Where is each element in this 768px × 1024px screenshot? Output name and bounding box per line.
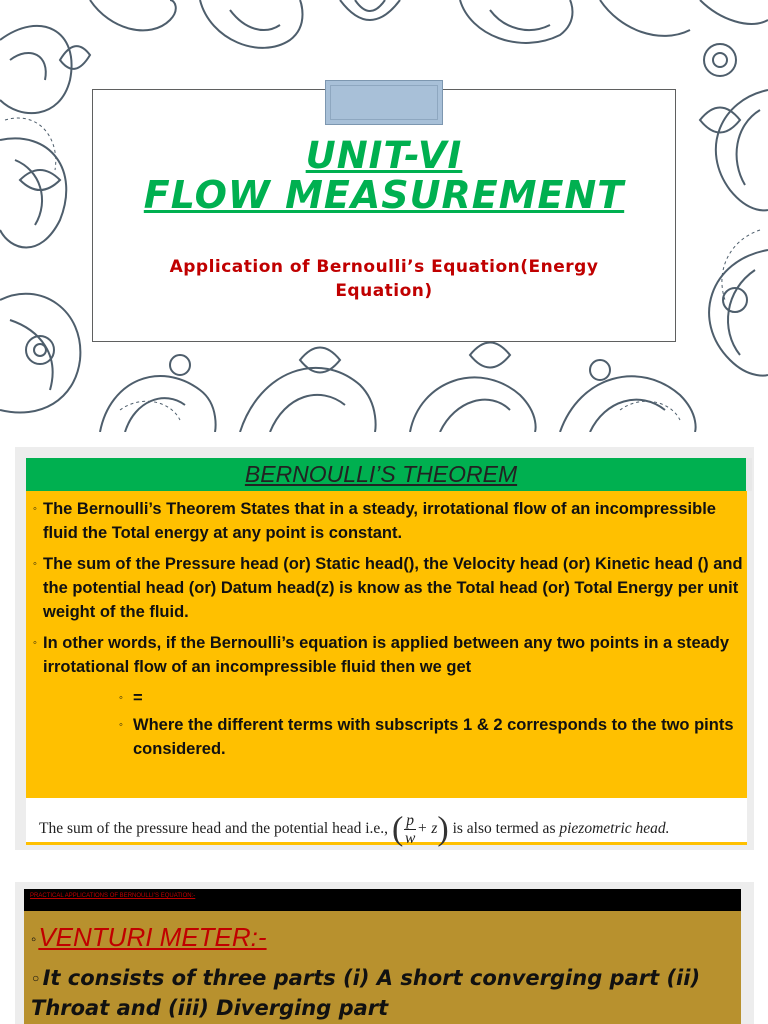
- bernoulli-theorem-slide: [15, 447, 754, 850]
- bullet-text: In other words, if the Bernoulli’s equation is applied between any two points in a steady irrotational flow of an incompressible fluid then we get: [43, 634, 730, 676]
- bullet-list: [33, 497, 743, 764]
- fraction: [404, 812, 416, 847]
- slide-title: BERNOULLI’S THEOREM: [244, 461, 518, 487]
- note-text-before: The sum of the pressure head and the potential head i.e.,: [39, 820, 389, 838]
- subtitle: Application of Bernoulli’s Equation(Energy Equation): [169, 257, 599, 301]
- venturi-heading-text: VENTURI METER:-: [38, 922, 267, 952]
- venturi-description: [31, 964, 731, 1023]
- topic-title: FLOW MEASUREMENT: [143, 173, 625, 217]
- slide-header-bar: [24, 889, 741, 911]
- note-emphasis: piezometric head.: [559, 820, 670, 838]
- title-slide: [0, 0, 768, 432]
- title-accent-tab: [325, 80, 443, 125]
- venturi-description-text: It consists of three parts (i) A short converging part (ii) Throat and (iii) Diverging part: [31, 966, 701, 1020]
- plus-term: + z: [417, 820, 438, 838]
- bullet-marker: ◦: [33, 558, 37, 570]
- bullet-text: The sum of the Pressure head (or) Static head(), the Velocity head (or) Kinetic head () and the potential head (or) Datum head(z) is know as the Total head (or) Total Energy per unit weight of the fluid.: [43, 555, 743, 621]
- bullet-marker: ◦: [31, 969, 41, 988]
- sub-bullet-item: [33, 686, 743, 710]
- unit-title: UNIT-VI: [305, 134, 463, 177]
- fraction-denominator: w: [404, 830, 416, 847]
- left-paren: (: [391, 810, 404, 848]
- header-edge-strip: [746, 458, 752, 491]
- bullet-marker: ◦: [33, 637, 37, 649]
- bullet-marker: ◦: [31, 930, 37, 948]
- sub-bullet-text: Where the different terms with subscripts 1 & 2 corresponds to the two pints considered.: [133, 716, 734, 758]
- bullet-item: [33, 497, 743, 545]
- bullet-item: [33, 552, 743, 624]
- piezometric-note: [39, 812, 670, 847]
- bullet-text: The Bernoulli’s Theorem States that in a steady, irrotational flow of an incompressible fluid the Total energy at any point is constant.: [43, 500, 716, 542]
- bullet-marker: ◦: [33, 503, 37, 515]
- bullet-item: [33, 631, 743, 679]
- bullet-marker: ◦: [119, 692, 123, 704]
- note-text-after: is also termed as: [452, 820, 556, 838]
- bullet-marker: ◦: [119, 719, 123, 731]
- right-paren: ): [437, 810, 449, 848]
- venturi-heading: [31, 922, 267, 953]
- fraction-numerator: p: [406, 812, 415, 829]
- applications-slide: [15, 882, 754, 1024]
- sub-bullet-item: [33, 713, 743, 761]
- piezometric-note-image: [26, 798, 747, 848]
- slide-header-text: PRACTICAL APPLICATIONS OF BERNOULLI’S EQUATION:-: [30, 893, 196, 899]
- equation-placeholder: =: [133, 689, 143, 707]
